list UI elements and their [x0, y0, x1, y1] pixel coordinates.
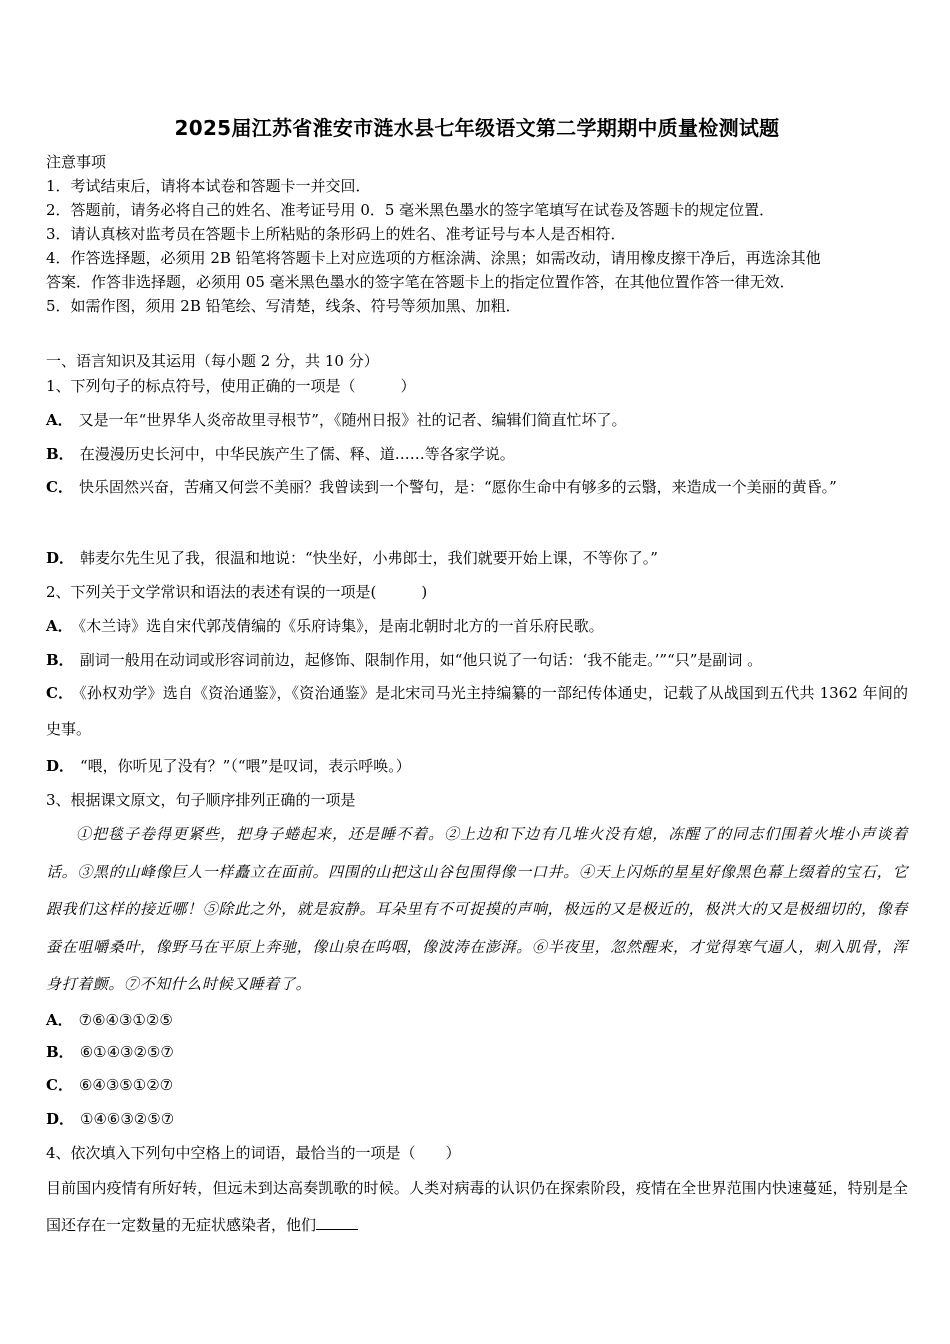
option-text: 副词一般用在动词或形容词前边，起修饰、限制作用，如“他只说了一句话：‘我不能走。’”“只”是副词 。 — [79, 651, 763, 669]
question-2-option-d — [46, 755, 908, 776]
question-1-option-d — [46, 547, 908, 568]
option-text: 快乐固然兴奋，苦痛又何尝不美丽？我曾读到一个警句，是：“愿你生命中有够多的云翳，来造成一个美丽的黄昏。” — [78, 478, 837, 496]
option-key: B． — [46, 651, 74, 669]
question-4-sentence: 目前国内疫情有所好转，但远未到达高奏凯歌的时候。人类对病毒的认识仍在探索阶段，疫情在全世界范围内快速蔓延，特别是全国还存在一定数量的无症状感染者，他们 — [46, 1179, 908, 1234]
page-title: 2025届江苏省淮安市涟水县七年级语文第二学期期中质量检测试题 — [174, 116, 780, 140]
question-2-option-b — [46, 649, 908, 670]
question-1-option-c — [46, 469, 908, 505]
notice-item: 2．答题前，请务必将自己的姓名、准考证号用 0．5 毫米黑色墨水的签字笔填写在试卷及答题卡的规定位置． — [46, 201, 775, 219]
option-key: D． — [46, 549, 75, 567]
option-key: C． — [46, 478, 73, 496]
question-1-option-b — [46, 443, 908, 464]
option-text: 韩麦尔先生见了我，很温和地说：“快坐好，小弗郎士，我们就要开始上课，不等你了。” — [80, 549, 658, 567]
option-text: “喂，你听见了没有？”（“喂”是叹词，表示呼唤。） — [80, 757, 411, 775]
question-2-stem: 2、下列关于文学常识和语法的表述有误的一项是( ) — [46, 583, 428, 601]
question-4-stem: 4、依次填入下列句中空格上的词语，最恰当的一项是（ ） — [46, 1144, 461, 1162]
question-1-option-a — [46, 409, 908, 430]
option-key: A． — [46, 617, 73, 635]
question-3-stem: 3、根据课文原文，句子顺序排列正确的一项是 — [46, 791, 356, 809]
question-2-option-c — [46, 675, 908, 747]
notice-item: 5．如需作图，须用 2B 铅笔绘、写清楚，线条、符号等须加黑、加粗． — [46, 297, 521, 315]
option-text: ⑦⑥④③①②⑤ — [78, 1011, 173, 1029]
option-key: A． — [46, 411, 73, 429]
question-4-text — [46, 1170, 908, 1244]
option-text: 《孙权劝学》选自《资治通鉴》，《资治通鉴》是北宋司马光主持编纂的一部纪传体通史，记载了从战国到五代共 1362 年间的史事。 — [46, 684, 908, 738]
question-3-option-c — [46, 1074, 908, 1095]
option-key: C． — [46, 684, 74, 702]
option-key: D． — [46, 757, 75, 775]
question-3-passage: ①把毯子卷得更紧些，把身子蜷起来，还是睡不着。②上边和下边有几堆火没有熄，冻醒了的同志们围着火堆小声谈着话。③黑的山峰像巨人一样矗立在面前。四围的山把这山谷包围得像一口井。④天上闪烁的星星好像黑色幕上缀着的宝石，它跟我们这样的接近哪！⑤除此之外，就是寂静。耳朵里有不可捉摸的声响，极远的又是极近的，极洪大的又是极细切的，像春蚕在咀嚼桑叶，像野马在平原上奔驰，像山泉在呜咽，像波涛在澎湃。⑥半夜里，忽然醒来，才觉得寒气逼人，刺入肌骨，浑身打着颤。⑦不知什么时候又睡着了。 — [46, 825, 908, 993]
option-text: 又是一年“世界华人炎帝故里寻根节”，《随州日报》社的记者、编辑们简直忙坏了。 — [78, 411, 627, 429]
question-1-stem: 1、下列句子的标点符号，使用正确的一项是（ ） — [46, 377, 416, 395]
option-text: ①④⑥③②⑤⑦ — [80, 1110, 175, 1128]
option-key: A． — [46, 1011, 73, 1029]
option-key: C． — [46, 1076, 73, 1094]
section-heading: 一、语言知识及其运用（每小题 2 分，共 10 分） — [46, 352, 379, 370]
notice-item: 答案．作答非选择题，必须用 05 毫米黑色墨水的签字笔在答题卡上的指定位置作答，在其他位置作答一律无效． — [46, 273, 795, 291]
notice-item: 3．请认真核对监考员在答题卡上所粘贴的条形码上的姓名、准考证号与本人是否相符． — [46, 225, 626, 243]
answer-blank[interactable] — [316, 1215, 358, 1230]
notice-item: 1．考试结束后，请将本试卷和答题卡一并交回． — [46, 177, 371, 195]
option-text: ⑥④③⑤①②⑦ — [78, 1076, 174, 1094]
notice-heading: 注意事项 — [46, 153, 107, 171]
question-3-option-d — [46, 1108, 908, 1129]
option-key: B． — [46, 445, 74, 463]
option-text: 《木兰诗》选自宋代郭茂倩编的《乐府诗集》，是南北朝时北方的一首乐府民歌。 — [78, 617, 604, 635]
question-2-option-a — [46, 615, 908, 636]
notice-block — [46, 150, 908, 318]
option-text: ⑥①④③②⑤⑦ — [79, 1043, 174, 1061]
option-key: D． — [46, 1110, 75, 1128]
notice-item: 4．作答选择题，必须用 2B 铅笔将答题卡上对应选项的方框涂满、涂黑；如需改动，请用橡皮擦干净后，再选涂其他 — [46, 249, 821, 267]
question-3-option-b — [46, 1041, 908, 1062]
question-3-option-a — [46, 1009, 908, 1030]
option-text: 在漫漫历史长河中，中华民族产生了儒、释、道……等各家学说。 — [79, 445, 515, 463]
option-key: B． — [46, 1043, 74, 1061]
